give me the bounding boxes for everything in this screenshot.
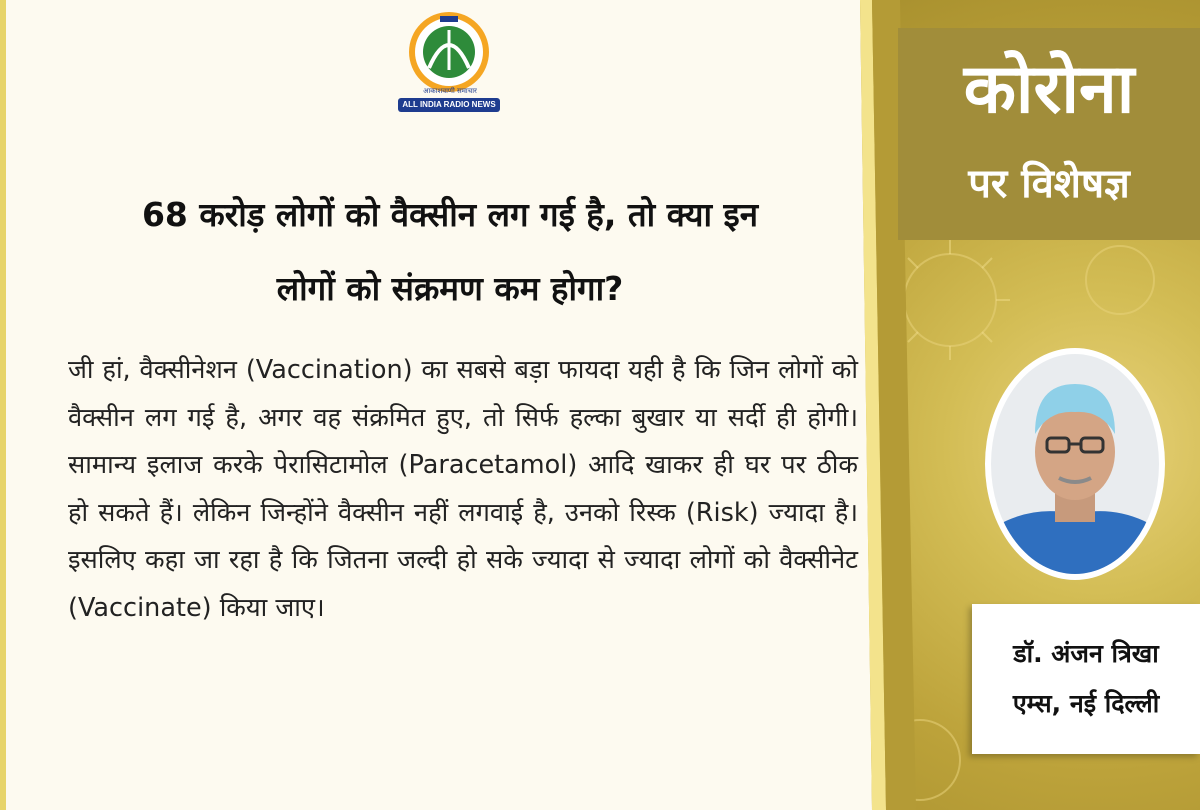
logo-hindi-text: आकाशवाणी समाचार: [423, 87, 477, 95]
expert-card: [972, 604, 1200, 754]
doctor-photo: [991, 354, 1159, 574]
answer-paragraph: जी हां, वैक्सीनेशन (Vaccination) का सबसे बड़ा फायदा यही है कि जिन लोगों को वैक्सीन लग गई है, अगर वह संक्रमित हुए, तो सिर्फ हल्का बुखार या सर्दी ही होगी। सामान्य इलाज करके पेरासिटामोल (Paracetamol) आदि खाकर ही घर पर ठीक हो सकते हैं। लेकिन जिन्होंने वैक्सीन नहीं लगवाई है, उनको रिस्क (Risk) ज्यादा है। इसलिए कहा जा रहा है कि जितना जल्दी हो सके ज्यादा से ज्यादा लोगों को वैक्सीनेट (Vaccinate) किया जाए।: [68, 355, 858, 623]
question-line-2: लोगों को संक्रमण कम होगा?: [276, 269, 624, 308]
heading-corona: कोरोना: [963, 50, 1135, 129]
expert-name: डॉ. अंजन त्रिखा: [1013, 639, 1159, 668]
heading-expert: पर विशेषज्ञ: [968, 161, 1130, 207]
logo-banner: ALL INDIA RADIO NEWS: [398, 98, 500, 112]
question-title: [40, 178, 860, 326]
question-line-1: 68 करोड़ लोगों को वैक्सीन लग गई है, तो क्या इन: [141, 195, 759, 234]
expert-affiliation: एम्स, नई दिल्ली: [1012, 689, 1160, 718]
card-left-border: [0, 0, 6, 810]
